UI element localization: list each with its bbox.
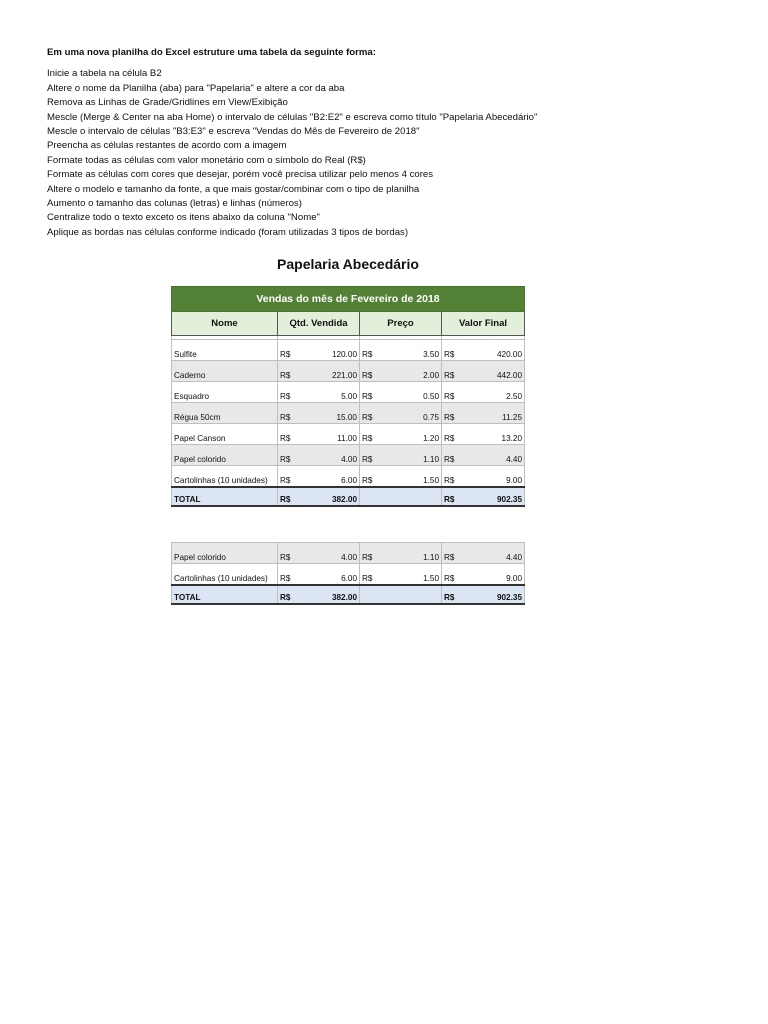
instruction-step: Altere o modelo e tamanho da fonte, a que mais gostar/combinar com o tipo de planilha — [47, 183, 420, 195]
currency-symbol: R$ — [280, 495, 291, 504]
currency-symbol: R$ — [444, 455, 455, 464]
cell-qtd-cell[interactable] — [278, 564, 360, 586]
total-qtd-cell[interactable] — [278, 487, 360, 506]
cell-qtd-cell[interactable] — [278, 382, 360, 403]
instruction-step: Mescle o intervalo de células "B3:E3" e escreva "Vendas do Mês de Fevereiro de 2018" — [47, 126, 420, 138]
cell-qtd-cell[interactable] — [278, 445, 360, 466]
currency-symbol: R$ — [280, 593, 291, 602]
instruction-step: Altere o nome da Planilha (aba) para "Papelaria" e altere a cor da aba — [47, 82, 345, 94]
cell-preco-cell[interactable] — [360, 564, 442, 586]
cell-valor: 442.00 — [496, 371, 523, 380]
table-row — [172, 340, 525, 361]
cell-valor: 9.00 — [506, 476, 523, 485]
cell-nome[interactable]: Esquadro — [172, 382, 278, 403]
table-row — [172, 466, 525, 488]
cell-qtd: 120.00 — [331, 350, 357, 359]
instruction-step: Preencha as células restantes de acordo com a imagem — [47, 140, 287, 152]
cell-valor: 4.40 — [506, 553, 522, 562]
cell-valor-cell[interactable] — [442, 445, 525, 466]
cell-qtd: 6.00 — [341, 574, 357, 583]
cell-preco-cell[interactable] — [360, 403, 442, 424]
detail-table — [171, 542, 525, 605]
cell-preco-cell[interactable] — [360, 361, 442, 382]
detail-total-qtd-cell[interactable] — [278, 585, 360, 604]
cell-qtd-cell[interactable] — [278, 340, 360, 361]
cell-valor: 420.00 — [496, 350, 523, 359]
cell-nome[interactable]: Papel colorido — [172, 445, 278, 466]
total-row — [172, 487, 525, 506]
currency-symbol: R$ — [444, 371, 455, 380]
detail-total-label[interactable]: TOTAL — [172, 585, 278, 604]
instruction-step: Formate as células com cores que desejar, porém você precisa utilizar pelo menos 4 cores — [47, 169, 434, 181]
instructions-heading: Em uma nova planilha do Excel estruture uma tabela da seguinte forma: — [47, 47, 376, 58]
currency-symbol: R$ — [280, 434, 291, 443]
instructions-block — [47, 46, 537, 240]
cell-qtd: 4.00 — [341, 455, 357, 464]
currency-symbol: R$ — [280, 455, 291, 464]
header-qtd[interactable]: Qtd. Vendida — [278, 312, 360, 336]
detail-total-row — [172, 585, 525, 604]
currency-symbol: R$ — [362, 371, 373, 380]
cell-nome[interactable]: Régua 50cm — [172, 403, 278, 424]
currency-symbol: R$ — [444, 476, 455, 485]
currency-symbol: R$ — [280, 476, 291, 485]
currency-symbol: R$ — [444, 574, 455, 583]
header-row — [172, 312, 525, 336]
cell-valor: 13.20 — [501, 434, 523, 443]
currency-symbol: R$ — [362, 392, 373, 401]
cell-preco: 1.10 — [423, 553, 439, 562]
cell-valor: 4.40 — [506, 455, 523, 464]
cell-qtd-cell[interactable] — [278, 361, 360, 382]
cell-qtd-cell[interactable] — [278, 403, 360, 424]
header-valor[interactable]: Valor Final — [442, 312, 525, 336]
cell-qtd: 221.00 — [331, 371, 357, 380]
detail-total-preco-cell[interactable] — [360, 585, 442, 604]
cell-nome[interactable]: Cartolinhas (10 unidades) — [172, 564, 278, 586]
cell-qtd: 4.00 — [341, 553, 357, 562]
header-preco[interactable]: Preço — [360, 312, 442, 336]
table-row — [172, 403, 525, 424]
cell-valor-cell[interactable] — [442, 340, 525, 361]
cell-preco-cell[interactable] — [360, 466, 442, 488]
cell-qtd: 5.00 — [341, 392, 357, 401]
instruction-step: Formate todas as células com valor monetário com o símbolo do Real (R$) — [47, 154, 366, 166]
cell-nome[interactable]: Papel colorido — [172, 543, 278, 564]
cell-preco: 0.75 — [423, 413, 439, 422]
currency-symbol: R$ — [362, 434, 373, 443]
cell-nome[interactable]: Caderno — [172, 361, 278, 382]
total-preco-cell[interactable] — [360, 487, 442, 506]
currency-symbol: R$ — [280, 371, 291, 380]
currency-symbol: R$ — [444, 350, 455, 359]
cell-preco: 1.50 — [423, 574, 439, 583]
cell-preco-cell[interactable] — [360, 382, 442, 403]
table-row — [172, 361, 525, 382]
currency-symbol: R$ — [280, 553, 291, 562]
cell-nome[interactable]: Cartolinhas (10 unidades) — [172, 466, 278, 488]
total-label[interactable]: TOTAL — [172, 487, 278, 506]
cell-preco-cell[interactable] — [360, 340, 442, 361]
cell-valor-cell[interactable] — [442, 543, 525, 564]
currency-symbol: R$ — [444, 413, 455, 422]
currency-symbol: R$ — [444, 392, 455, 401]
instruction-step: Aumento o tamanho das colunas (letras) e linhas (números) — [47, 198, 302, 210]
cell-preco: 3.50 — [423, 350, 439, 359]
header-nome[interactable]: Nome — [172, 312, 278, 336]
cell-valor-cell[interactable] — [442, 361, 525, 382]
cell-preco: 2.00 — [423, 371, 439, 380]
instruction-step: Inicie a tabela na célula B2 — [47, 68, 162, 80]
cell-valor-cell[interactable] — [442, 382, 525, 403]
table-row — [172, 543, 525, 564]
currency-symbol: R$ — [362, 413, 373, 422]
table-row — [172, 445, 525, 466]
currency-symbol: R$ — [362, 574, 373, 583]
currency-symbol: R$ — [444, 553, 455, 562]
table-row — [172, 564, 525, 586]
detail-total-valor: 902.35 — [496, 593, 522, 602]
cell-nome[interactable]: Sulfite — [172, 340, 278, 361]
cell-preco: 1.20 — [423, 434, 439, 443]
detail-total-valor-cell[interactable] — [442, 585, 525, 604]
currency-symbol: R$ — [362, 350, 373, 359]
cell-preco-cell[interactable] — [360, 424, 442, 445]
cell-valor-cell[interactable] — [442, 403, 525, 424]
cell-valor: 9.00 — [506, 574, 522, 583]
currency-symbol: R$ — [280, 392, 291, 401]
instruction-step: Aplique as bordas nas células conforme indicado (foram utilizadas 3 tipos de bordas) — [47, 226, 409, 238]
sheet-subtitle[interactable]: Vendas do mês de Fevereiro de 2018 — [172, 287, 525, 312]
cell-valor: 2.50 — [506, 392, 523, 401]
currency-symbol: R$ — [362, 553, 373, 562]
currency-symbol: R$ — [280, 574, 291, 583]
currency-symbol: R$ — [444, 593, 455, 602]
cell-preco: 0.50 — [423, 392, 439, 401]
cell-qtd-cell[interactable] — [278, 543, 360, 564]
cell-qtd-cell[interactable] — [278, 424, 360, 445]
cell-preco-cell[interactable] — [360, 445, 442, 466]
table-row — [172, 382, 525, 403]
currency-symbol: R$ — [280, 413, 291, 422]
sales-table — [171, 286, 525, 507]
banner-row — [172, 287, 525, 312]
cell-qtd: 6.00 — [341, 476, 357, 485]
cell-valor: 11.25 — [502, 413, 523, 422]
cell-valor-cell[interactable] — [442, 564, 525, 586]
cell-valor-cell[interactable] — [442, 424, 525, 445]
total-valor: 902.35 — [496, 495, 523, 504]
detail-total-qtd: 382.00 — [331, 593, 357, 602]
table-body — [172, 340, 525, 488]
currency-symbol: R$ — [280, 350, 291, 359]
instruction-step: Centralize todo o texto exceto os itens abaixo da coluna "Nome" — [47, 212, 320, 224]
currency-symbol: R$ — [444, 495, 455, 504]
instruction-step: Mescle (Merge & Center na aba Home) o intervalo de células "B2:E2" e escreva como título "Papelaria Abecedário" — [47, 111, 538, 123]
total-valor-cell[interactable] — [442, 487, 525, 506]
cell-preco: 1.10 — [423, 455, 439, 464]
instruction-step: Remova as Linhas de Grade/Gridlines em View/Exibição — [47, 97, 288, 109]
cell-qtd: 11.00 — [337, 434, 357, 443]
cell-preco: 1.50 — [423, 476, 439, 485]
sheet-title: Papelaria Abecedário — [277, 256, 419, 272]
cell-valor-cell[interactable] — [442, 466, 525, 488]
table-row — [172, 424, 525, 445]
currency-symbol: R$ — [362, 455, 373, 464]
cell-preco-cell[interactable] — [360, 543, 442, 564]
cell-qtd-cell[interactable] — [278, 466, 360, 488]
detail-body — [172, 543, 525, 586]
cell-qtd: 15.00 — [336, 413, 357, 422]
total-qtd: 382.00 — [331, 495, 357, 504]
currency-symbol: R$ — [444, 434, 455, 443]
cell-nome[interactable]: Papel Canson — [172, 424, 278, 445]
currency-symbol: R$ — [362, 476, 373, 485]
